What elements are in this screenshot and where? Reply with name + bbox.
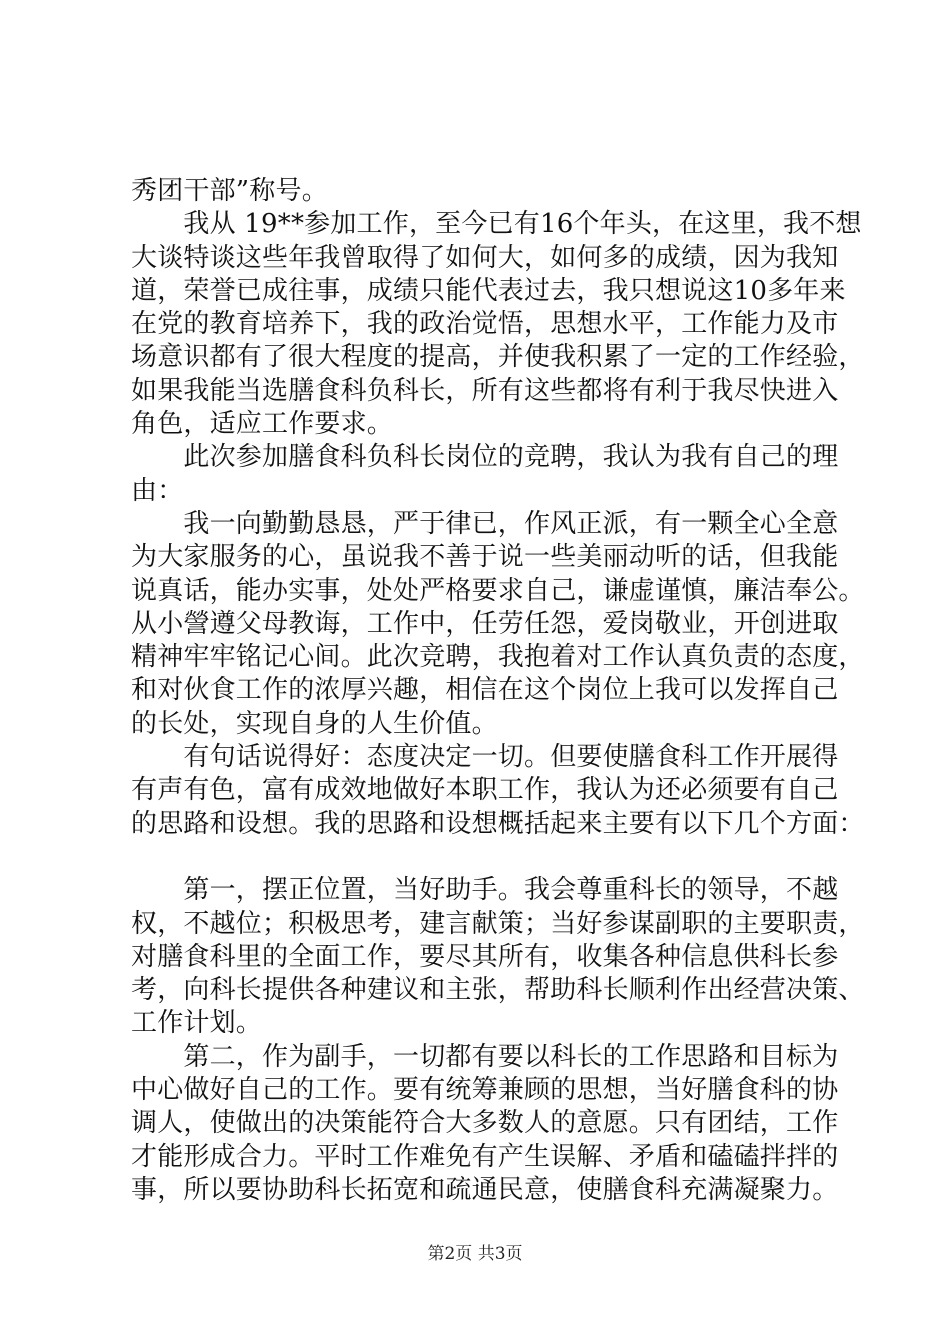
text-line: 有句话说得好：态度决定一切。但要使膳食科工作开展得 [131,742,839,772]
text-line: 考，向科长提供各种建议和主张，帮助科长顺利作出经营决策、 [131,975,865,1005]
text-line: 道，荣誉已成往事，成绩只能代表过去，我只想说这10多年来 [131,276,846,306]
text-line: 角色，适应工作要求。 [131,409,394,439]
text-line: 在党的教育培养下，我的政治觉悟，思想水平，工作能力及市 [131,309,839,339]
text-line: 场意识都有了很大程度的提高，并使我积累了一定的工作经验， [131,342,865,372]
text-line: 调人，使做出的决策能符合大多数人的意愿。只有团结，工作 [131,1108,839,1138]
text-line: 的长处，实现自身的人生价值。 [131,709,498,739]
text-line: 工作计划。 [131,1008,263,1038]
text-line: 的思路和设想。我的思路和设想概括起来主要有以下几个方面： [131,809,865,839]
page-number-footer: 第2页 共3页 [427,1244,523,1264]
text-line: 我从 19**参加工作，至今已有16个年头，在这里，我不想 [131,209,862,239]
text-line: 和对伙食工作的浓厚兴趣，相信在这个岗位上我可以发挥自己 [131,675,839,705]
text-line: 为大家服务的心，虽说我不善于说一些美丽动听的话，但我能 [131,542,839,572]
text-line: 从小謍遵父母教诲，工作中，任劳任怨，爱岗敬业，开创进取 [131,609,839,639]
text-line: 中心做好自己的工作。要有统筹兼顾的思想，当好膳食科的协 [131,1075,839,1105]
text-line: 权，不越位；积极思考，建言献策；当好参谋副职的主要职责， [131,909,865,939]
text-line: 事，所以要协助科长拓宽和疏通民意，使膳食科充满凝聚力。 [131,1175,839,1205]
text-line: 第一，摆正位置，当好助手。我会尊重科长的领导，不越 [131,875,839,905]
text-line: 才能形成合力。平时工作难免有产生误解、矛盾和磕磕拌拌的 [131,1142,839,1172]
text-line: 精神牢牢铭记心间。此次竞聘，我抱着对工作认真负责的态度， [131,642,865,672]
text-line: 大谈特谈这些年我曾取得了如何大，如何多的成绩，因为我知 [131,243,839,273]
text-line: 秀团干部”称号。 [131,176,328,206]
text-line: 由： [131,476,184,506]
text-line: 对膳食科里的全面工作，要尽其所有，收集各种信息供科长参 [131,942,839,972]
text-line: 说真话，能办实事，处处严格要求自己，谦虚谨慎，廉洁奉公。 [131,576,865,606]
text-line: 第二，作为副手，一切都有要以科长的工作思路和目标为 [131,1042,839,1072]
text-line: 此次参加膳食科负科长岗位的竞聘，我认为我有自己的理 [131,442,839,472]
text-line: 我一向勤勤恳恳，严于律已，作风正派，有一颗全心全意 [131,509,839,539]
text-line: 如果我能当选膳食科负科长，所有这些都将有利于我尽快进入 [131,376,839,406]
text-line: 有声有色，富有成效地做好本职工作，我认为还必须要有自己 [131,775,839,805]
